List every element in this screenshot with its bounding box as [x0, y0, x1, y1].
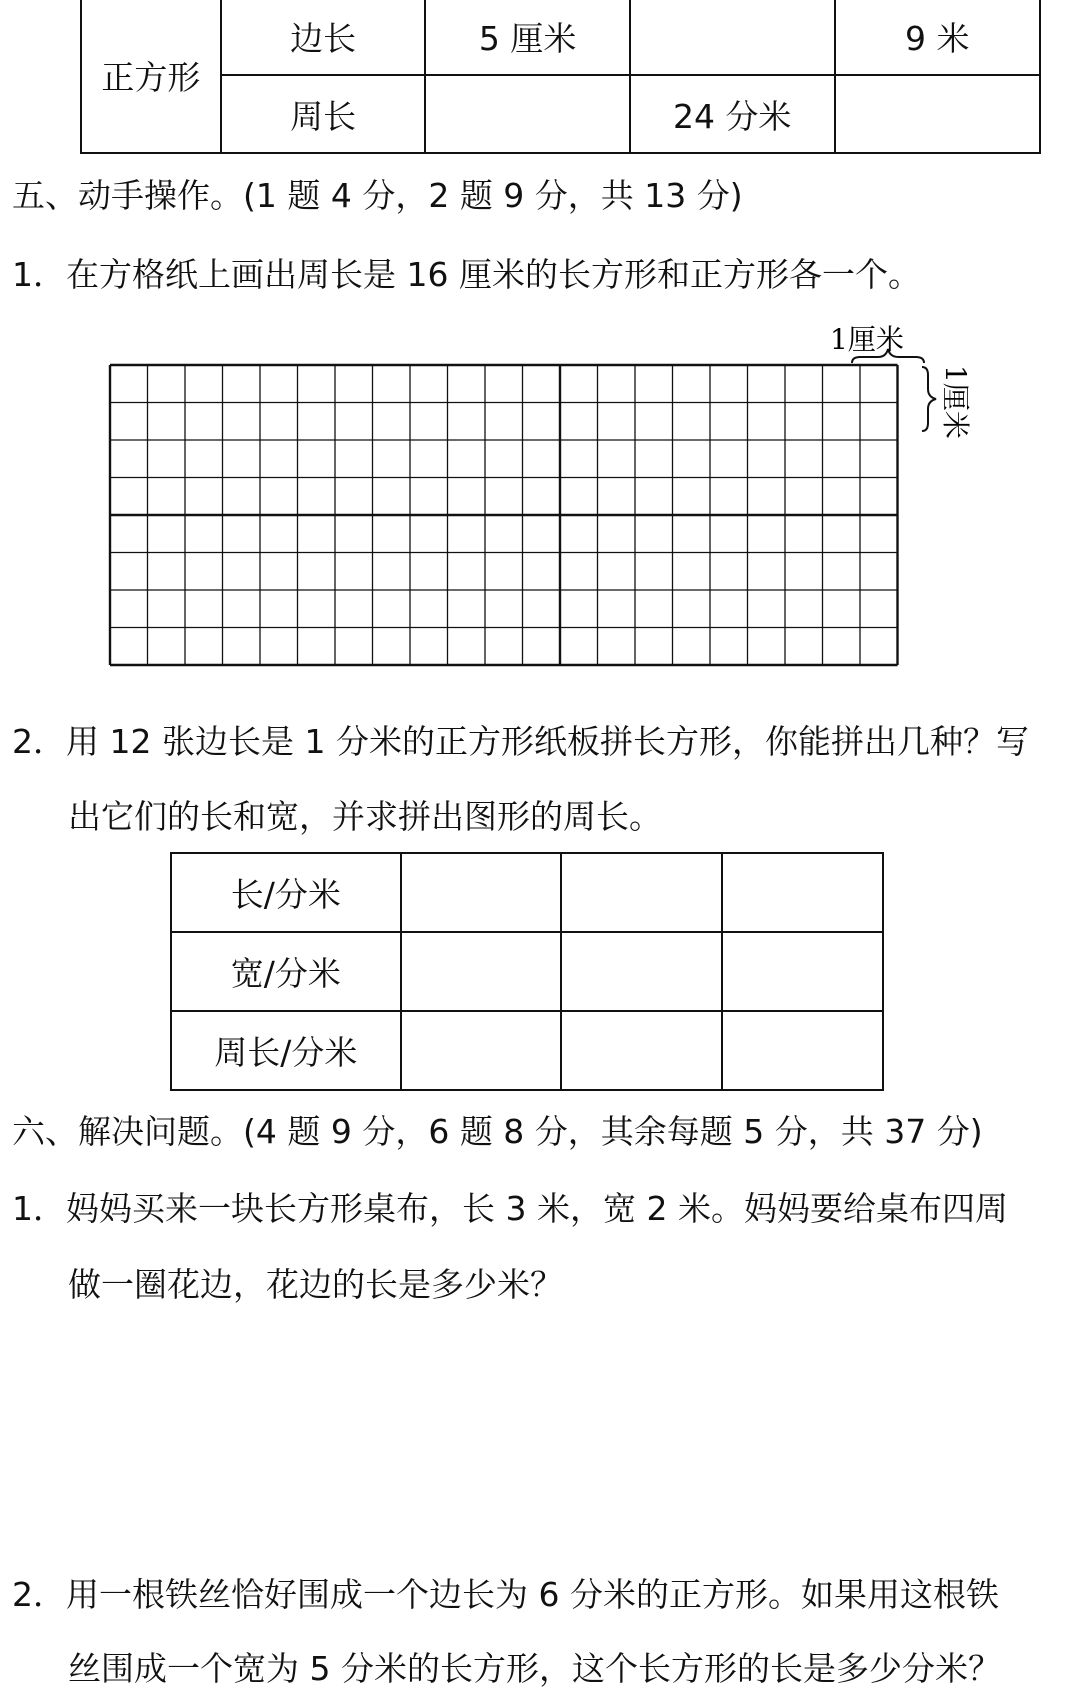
table-cell[interactable] — [722, 853, 883, 932]
row-label: 周长/分米 — [171, 1011, 401, 1090]
row-label: 长/分米 — [171, 853, 401, 932]
square-table — [80, 0, 1041, 154]
section-6-heading: 六、解决问题。(4 题 9 分，6 题 8 分，其余每题 5 分，共 37 分) — [12, 1112, 983, 1151]
question-6-1-line2: 做一圈花边，花边的长是多少米？ — [68, 1265, 563, 1304]
grid-lines — [110, 365, 898, 665]
table-cell[interactable] — [630, 0, 835, 75]
table-cell[interactable] — [722, 1011, 883, 1090]
row-label: 边长 — [221, 0, 425, 75]
row-label: 宽/分米 — [171, 932, 401, 1011]
table-cell[interactable] — [401, 853, 561, 932]
question-6-1-line1: 1．妈妈买来一块长方形桌布，长 3 米，宽 2 米。妈妈要给桌布四周 — [12, 1189, 1008, 1228]
table-row — [171, 853, 883, 932]
vertical-brace-icon — [922, 367, 936, 431]
table-row — [81, 0, 1040, 75]
table-cell[interactable] — [722, 932, 883, 1011]
table-cell[interactable]: 9 米 — [835, 0, 1040, 75]
unit-label-horizontal: 1厘米 — [830, 323, 904, 356]
grid-paper[interactable] — [100, 323, 972, 685]
question-6-2-line1: 2．用一根铁丝恰好围成一个边长为 6 分米的正方形。如果用这根铁 — [12, 1575, 999, 1614]
section-5-heading: 五、动手操作。(1 题 4 分，2 题 9 分，共 13 分) — [12, 176, 743, 215]
table-cell[interactable] — [401, 932, 561, 1011]
question-5-1: 1．在方格纸上画出周长是 16 厘米的长方形和正方形各一个。 — [12, 255, 921, 294]
table-cell[interactable]: 5 厘米 — [425, 0, 630, 75]
table-cell[interactable]: 24 分米 — [630, 75, 835, 153]
answer-area-6-1[interactable] — [68, 1320, 1028, 1550]
unit-label-vertical: 1厘米 — [939, 365, 972, 439]
table-cell[interactable] — [425, 75, 630, 153]
table-cell[interactable] — [561, 853, 721, 932]
table-cell[interactable] — [561, 1011, 721, 1090]
table-row — [171, 932, 883, 1011]
question-6-2-line2: 丝围成一个宽为 5 分米的长方形，这个长方形的长是多少分米？ — [68, 1649, 1001, 1688]
question-5-2-line2: 出它们的长和宽，并求拼出图形的周长。 — [68, 797, 662, 836]
table-cell[interactable] — [835, 75, 1040, 153]
table-cell[interactable] — [401, 1011, 561, 1090]
rectangle-table — [170, 852, 884, 1091]
table-row — [171, 1011, 883, 1090]
table-row — [81, 75, 1040, 153]
question-5-2-line1: 2．用 12 张边长是 1 分米的正方形纸板拼长方形，你能拼出几种？写 — [12, 722, 1029, 761]
row-label: 周长 — [221, 75, 425, 153]
table-cell[interactable] — [561, 932, 721, 1011]
shape-cell: 正方形 — [81, 0, 221, 153]
